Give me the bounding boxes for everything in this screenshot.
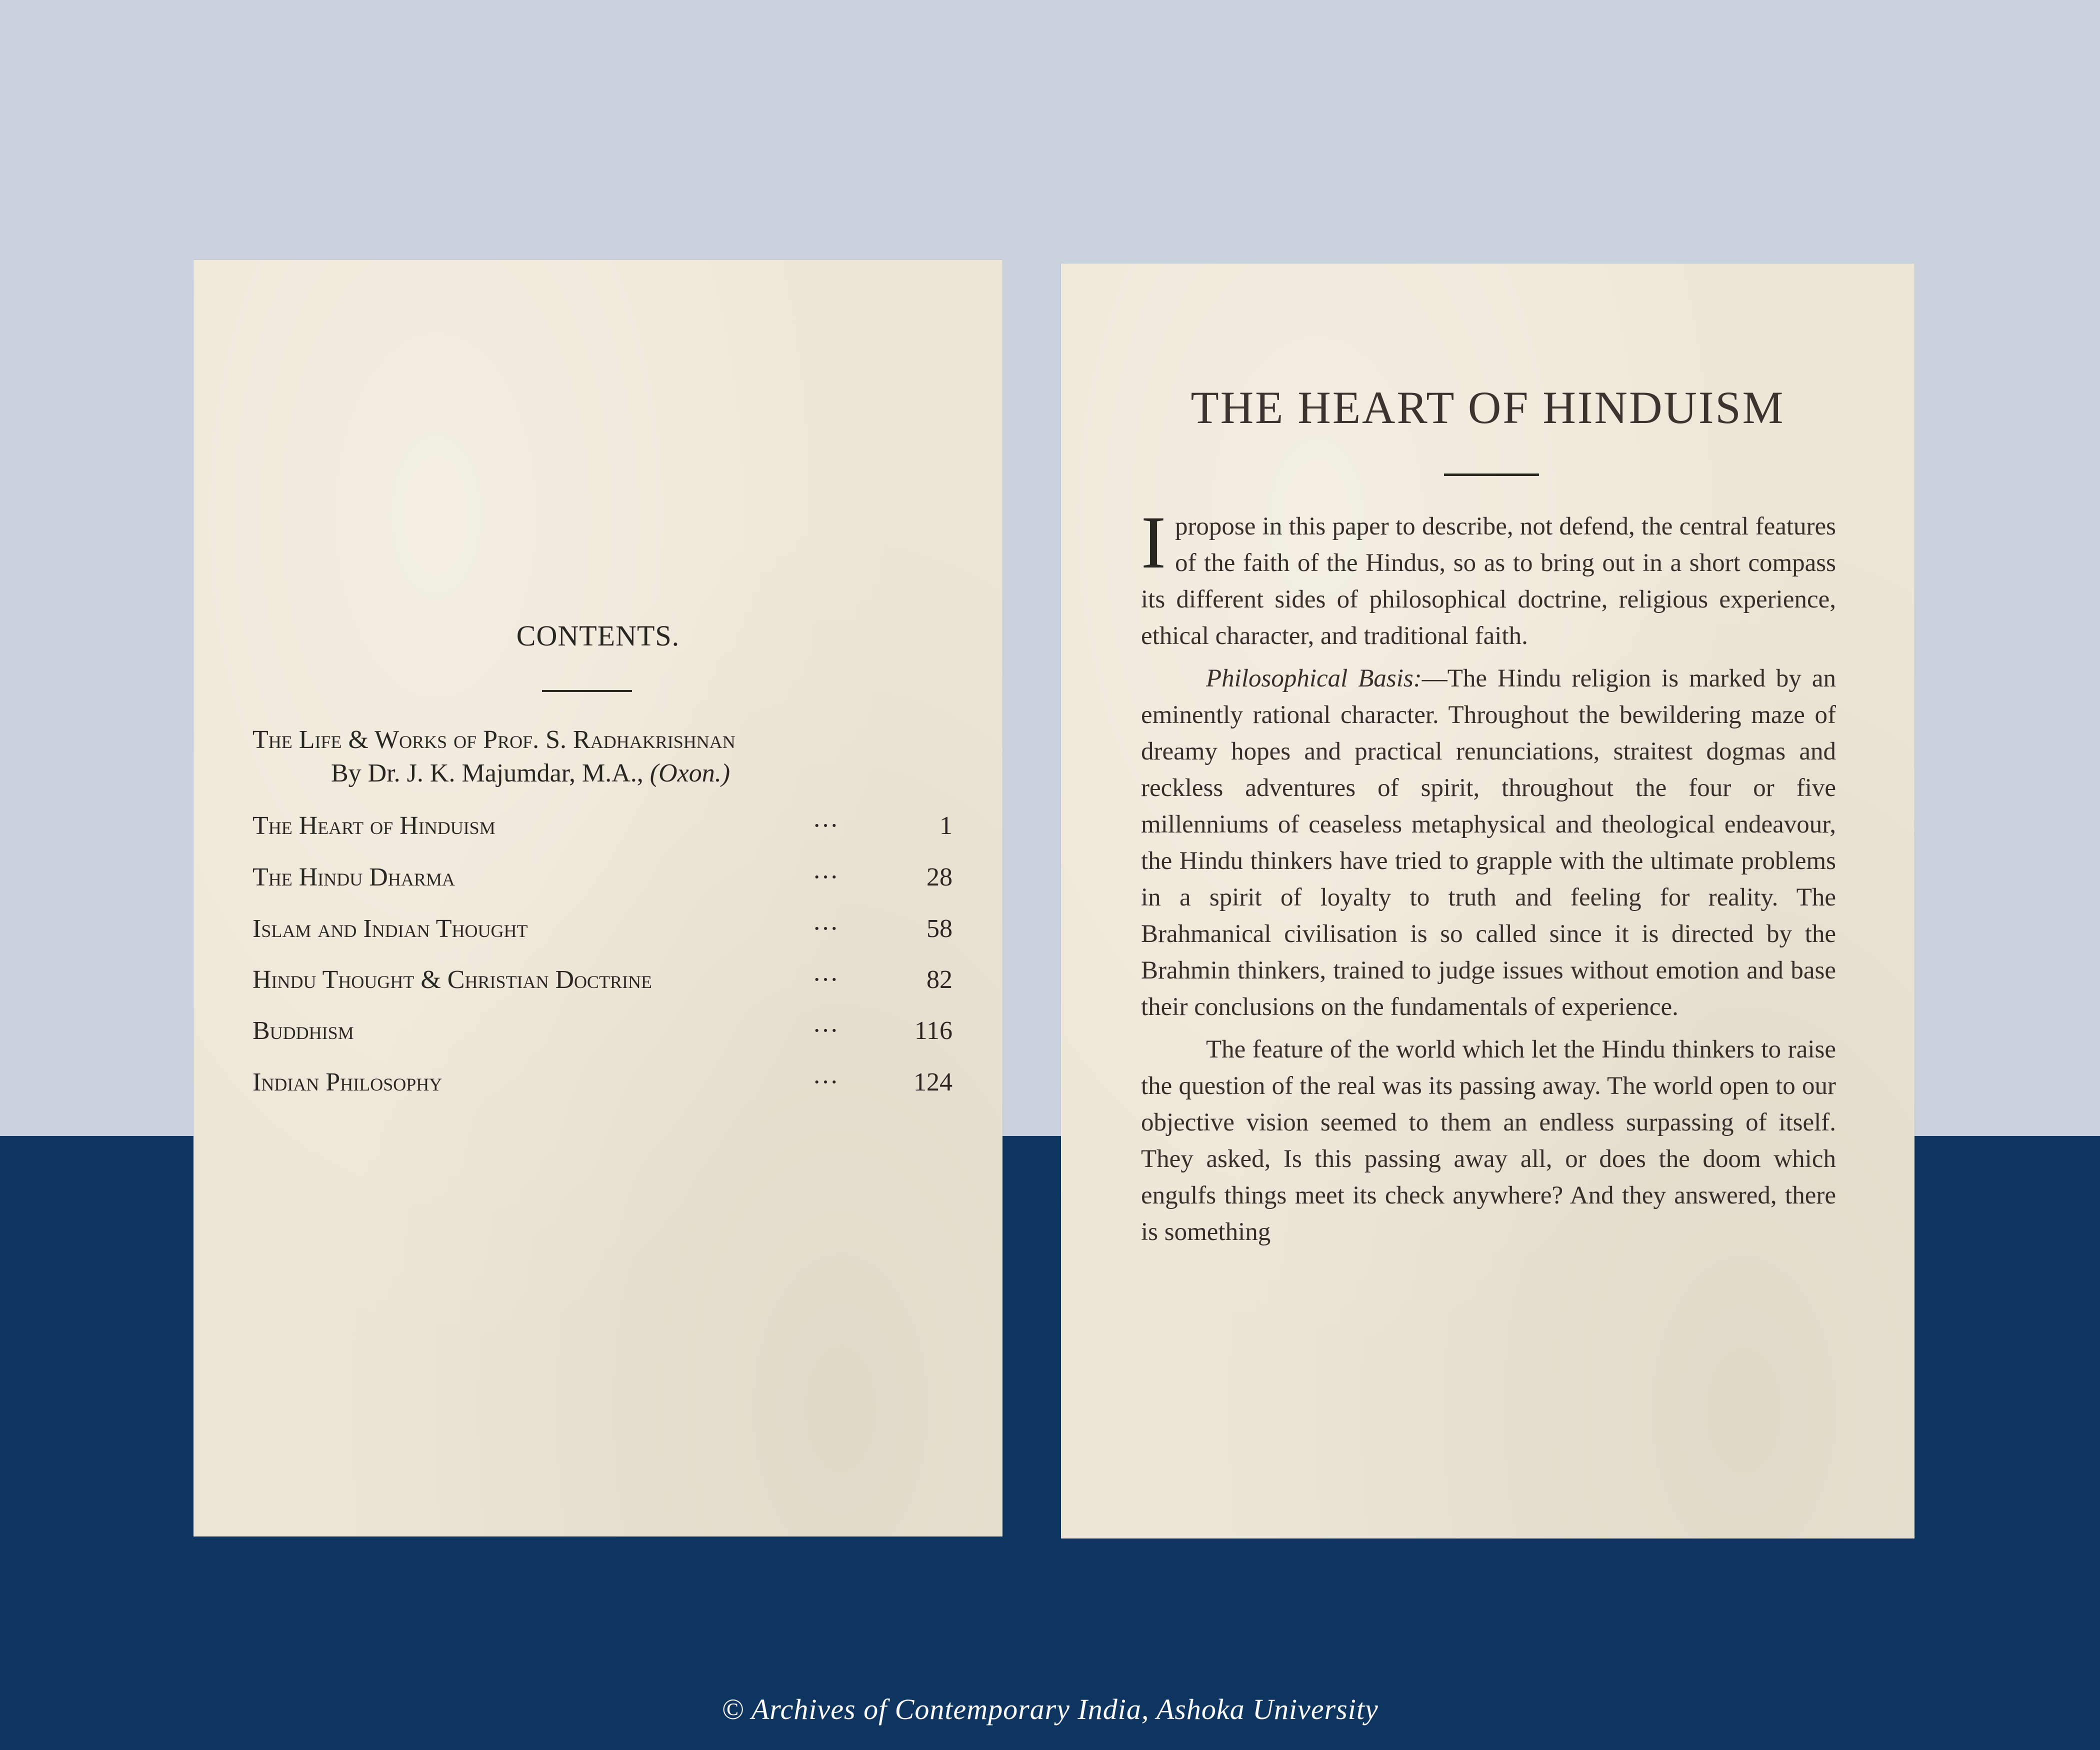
toc-leader: ···: [812, 812, 838, 840]
toc-label: Indian Philosophy: [252, 1068, 442, 1096]
toc-entry-life-works: The Life & Works of Prof. S. Radhakrishnan: [252, 726, 736, 754]
toc-page-number: 58: [926, 914, 952, 943]
toc-label: Buddhism: [252, 1016, 354, 1045]
toc-row: [252, 862, 952, 898]
essay-page: [1061, 264, 1914, 1538]
contents-page: [194, 260, 1002, 1536]
toc-row: [252, 1016, 952, 1051]
byline-text: By Dr. J. K. Majumdar, M.A.,: [331, 759, 650, 788]
drop-cap: I: [1141, 501, 1166, 584]
paragraph-philosophical-basis: [1141, 660, 1836, 1026]
paragraph-intro-text: propose in this paper to describe, not defend, the central features of the faith of the Hindus, so as to bring out in a short compass its different sides of philosophical doctrine, religious experience, ethical character, and traditional faith.: [1141, 512, 1836, 650]
paragraph-text: —The Hindu religion is marked by an eminently rational character. Throughout the bewildering maze of dreamy hopes and practical renunciations, straitest dogmas and reckless adventures of spirit, throughout the four or five millenniums of ceaseless metaphysical and theological endeavour, the Hindu thinkers have tried to grapple with the ultimate problems in a spirit of loyalty to truth and feeling for reality. The Brahmanical civilisation is so called since it is directed by the Brahmin thinkers, trained to judge issues without emotion and base their conclusions on the fundamentals of experience.: [1141, 664, 1836, 1021]
toc-label: Hindu Thought & Christian Doctrine: [252, 966, 652, 994]
toc-row: [252, 965, 952, 1000]
toc-row: [252, 914, 952, 949]
essay-body: [1141, 501, 1836, 1256]
toc-page-number: 82: [926, 966, 952, 994]
toc-page-number: 28: [926, 863, 952, 892]
toc-byline: [331, 758, 730, 788]
toc-label: The Hindu Dharma: [252, 863, 455, 892]
toc-leader: ···: [812, 966, 838, 994]
toc-label: The Heart of Hinduism: [252, 812, 496, 840]
paragraph-text: The feature of the world which let the Hindu thinkers to raise the question of the real was its passing away. The world open to our objective vision seemed to them an endless surpassing of itself. They asked, Is this passing away all, or does the doom which engulfs things meet its check anywhere? And they answered, there is something: [1141, 1036, 1836, 1246]
contents-title: CONTENTS.: [516, 620, 680, 652]
section-heading: Philosophical Basis:: [1206, 664, 1422, 692]
copyright-credit: © Archives of Contemporary India, Ashoka University: [722, 1693, 1378, 1726]
toc-leader: ···: [812, 1068, 838, 1096]
toc-row: [252, 1068, 952, 1102]
toc-page-number: 116: [914, 1016, 952, 1045]
toc-leader: ···: [812, 1016, 838, 1045]
paragraph-intro: [1141, 501, 1836, 654]
title-rule: [1444, 474, 1539, 476]
toc-page-number: 1: [940, 812, 952, 840]
title-rule: [542, 690, 632, 692]
toc-page-number: 124: [914, 1068, 952, 1096]
byline-degree: (Oxon.): [650, 759, 730, 788]
paragraph-feature-of-world: [1141, 1032, 1836, 1250]
toc-label: Islam and Indian Thought: [252, 914, 528, 943]
toc-leader: ···: [812, 914, 838, 943]
toc-row: [252, 811, 952, 846]
toc-leader: ···: [812, 863, 838, 892]
essay-title: THE HEART OF HINDUISM: [1190, 382, 1785, 433]
